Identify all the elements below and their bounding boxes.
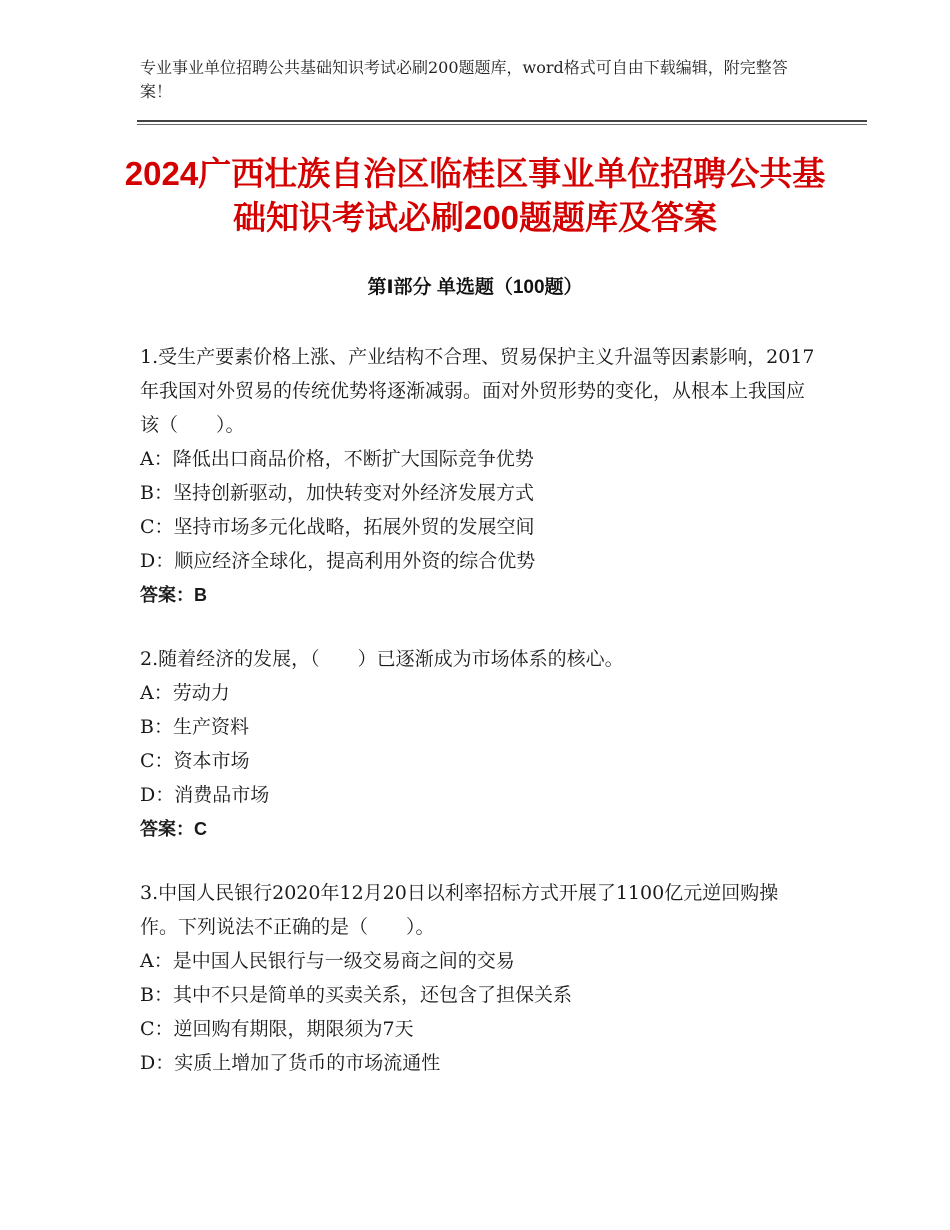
option-c: C：资本市场 xyxy=(140,750,250,772)
option-b: B：生产资料 xyxy=(140,716,249,738)
option-d: D：实质上增加了货币的市场流通性 xyxy=(140,1052,441,1074)
option-a: A：劳动力 xyxy=(140,682,230,704)
option-c: C：坚持市场多元化战略，拓展外贸的发展空间 xyxy=(140,516,535,538)
question-list xyxy=(140,340,815,1110)
answer-label: 答案： xyxy=(140,585,194,605)
answer-line xyxy=(140,812,815,846)
option-b: B：坚持创新驱动，加快转变对外经济发展方式 xyxy=(140,482,534,504)
answer-value: B xyxy=(194,585,207,605)
question-stem: 3.中国人民银行2020年12月20日以利率招标方式开展了1100亿元逆回购操作。下列说法不正确的是（ ）。 xyxy=(140,882,779,938)
answer-value: C xyxy=(194,819,207,839)
header-rule xyxy=(137,120,867,126)
option-b: B：其中不只是简单的买卖关系，还包含了担保关系 xyxy=(140,984,572,1006)
header-note: 专业事业单位招聘公共基础知识考试必刷200题题库，word格式可自由下载编辑，附完整答案！ xyxy=(140,58,788,101)
option-d: D：顺应经济全球化，提高利用外资的综合优势 xyxy=(140,550,536,572)
document-title: 2024广西壮族自治区临桂区事业单位招聘公共基础知识考试必刷200题题库及答案 xyxy=(124,155,826,236)
header-rule-thin xyxy=(137,124,867,125)
section-title: 第Ⅰ部分 单选题（100题） xyxy=(367,277,583,298)
question-1 xyxy=(140,340,815,612)
question-stem: 1.受生产要素价格上涨、产业结构不合理、贸易保护主义升温等因素影响，2017年我国对外贸易的传统优势将逐渐减弱。面对外贸形势的变化，从根本上我国应该（ ）。 xyxy=(140,346,815,436)
option-d: D：消费品市场 xyxy=(140,784,270,806)
option-a: A：是中国人民银行与一级交易商之间的交易 xyxy=(140,950,515,972)
header-rule-thick xyxy=(137,120,867,122)
answer-line xyxy=(140,578,815,612)
question-3 xyxy=(140,876,815,1080)
answer-label: 答案： xyxy=(140,819,194,839)
question-stem: 2.随着经济的发展，（ ）已逐渐成为市场体系的核心。 xyxy=(140,648,624,670)
question-2 xyxy=(140,642,815,846)
option-c: C：逆回购有期限，期限须为7天 xyxy=(140,1018,414,1040)
option-a: A：降低出口商品价格，不断扩大国际竞争优势 xyxy=(140,448,534,470)
